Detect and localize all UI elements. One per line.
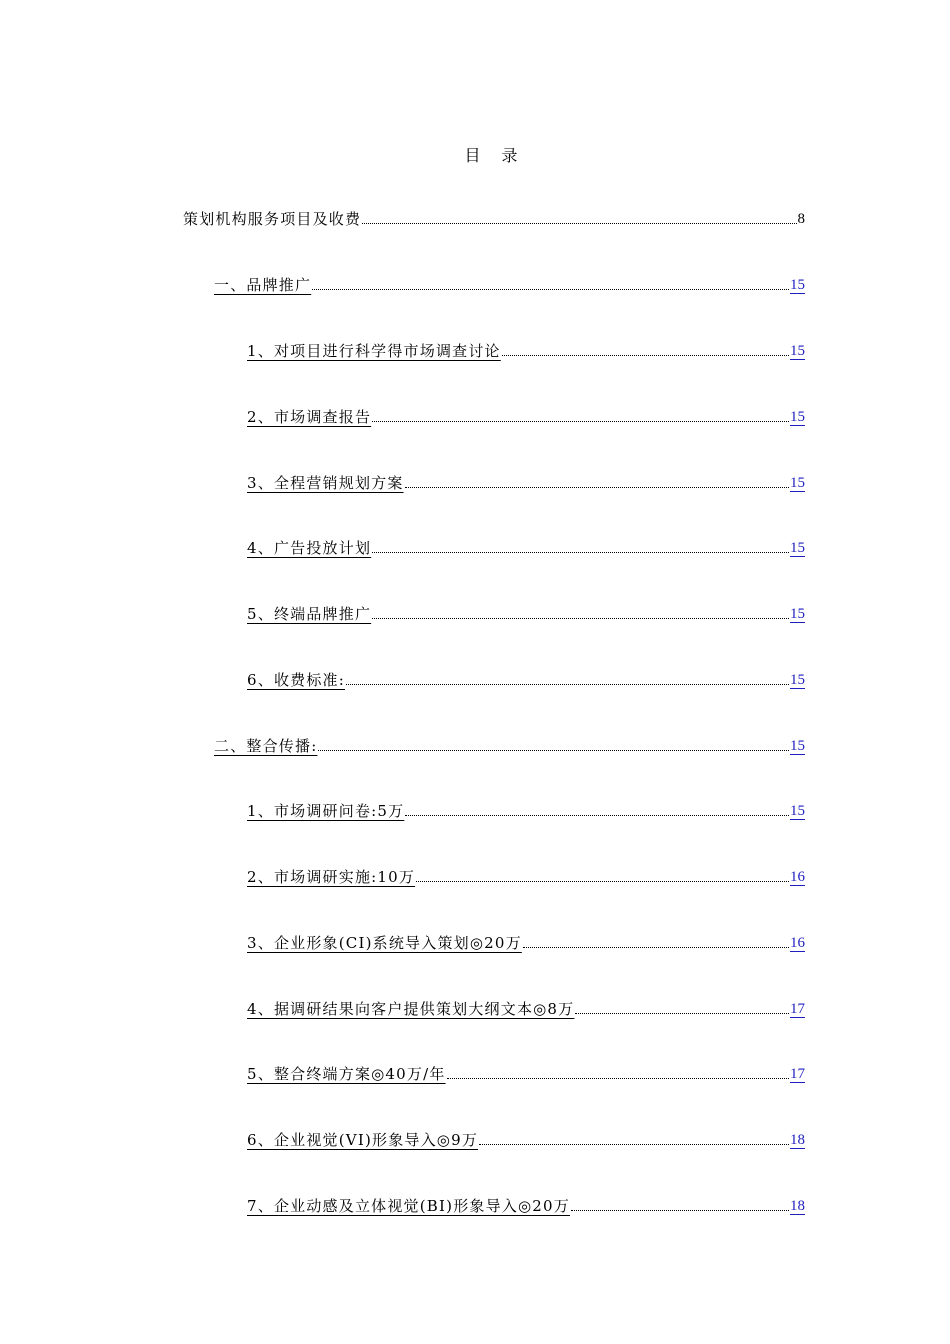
toc-entry-page-number: 18 — [790, 1198, 805, 1214]
toc-entry-fee-standard[interactable] — [247, 669, 805, 691]
toc-entry-page-number: 15 — [790, 277, 805, 293]
toc-entry-label: 3、全程营销规划方案 — [247, 474, 404, 492]
dot-leader — [416, 881, 789, 882]
toc-entry-label: 一、品牌推广 — [214, 276, 312, 294]
toc-entry-integrated-terminal-plan[interactable] — [247, 1063, 805, 1085]
toc-entry-label: 1、市场调研问卷:5万 — [247, 802, 405, 820]
dot-leader — [571, 1210, 789, 1211]
dot-leader — [502, 355, 789, 356]
dot-leader — [447, 1078, 789, 1079]
toc-entry-survey-questionnaire[interactable] — [247, 800, 805, 822]
toc-entry-label: 2、市场调查报告 — [247, 408, 372, 426]
dot-leader — [479, 1144, 789, 1145]
toc-entry-label: 6、收费标准: — [247, 671, 345, 689]
toc-entry-page-number: 18 — [790, 1132, 805, 1148]
toc-entry-label: 4、广告投放计划 — [247, 539, 372, 557]
dot-leader — [362, 223, 796, 224]
toc-entry-label: 5、终端品牌推广 — [247, 605, 372, 623]
toc-entry-page-number: 15 — [790, 540, 805, 556]
toc-entry-label: 二、整合传播: — [214, 737, 318, 755]
toc-entry-page-number: 17 — [790, 1066, 805, 1082]
dot-leader — [575, 1013, 789, 1014]
toc-entry-page-number: 16 — [790, 935, 805, 951]
toc-entry-page-number: 15 — [790, 409, 805, 425]
toc-entry-planning-outline[interactable] — [247, 998, 805, 1020]
dot-leader — [405, 815, 789, 816]
dot-leader — [372, 618, 789, 619]
toc-entry-page-number: 8 — [797, 211, 805, 227]
dot-leader — [312, 289, 789, 290]
toc-entry-page-number: 15 — [790, 606, 805, 622]
toc-entry-label: 策划机构服务项目及收费 — [183, 210, 362, 228]
dot-leader — [346, 684, 789, 685]
toc-entry-ci-system[interactable] — [247, 932, 805, 954]
toc-entry-page-number: 15 — [790, 475, 805, 491]
dot-leader — [372, 552, 789, 553]
toc-entry-integrated-communication[interactable] — [214, 735, 805, 757]
toc-entry-page-number: 17 — [790, 1001, 805, 1017]
toc-entry-label: 6、企业视觉(VI)形象导入◎9万 — [247, 1131, 479, 1149]
toc-entry-label: 7、企业动感及立体视觉(BI)形象导入◎20万 — [247, 1197, 570, 1215]
toc-entry-label: 3、企业形象(CI)系统导入策划◎20万 — [247, 934, 522, 952]
toc-entry-brand-promotion[interactable] — [214, 274, 805, 296]
dot-leader — [372, 421, 789, 422]
toc-entry-label: 1、对项目进行科学得市场调查讨论 — [247, 342, 501, 360]
toc-entry-survey-implementation[interactable] — [247, 866, 805, 888]
toc-entry-vi-image[interactable] — [247, 1129, 805, 1151]
toc-entry-page-number: 15 — [790, 672, 805, 688]
toc-entry-page-number: 15 — [790, 803, 805, 819]
toc-entry-ad-plan[interactable] — [247, 537, 805, 559]
toc-entry-market-research-discussion[interactable] — [247, 340, 805, 362]
dot-leader — [405, 487, 789, 488]
dot-leader — [523, 947, 789, 948]
toc-entry-label: 4、据调研结果向客户提供策划大纲文本◎8万 — [247, 1000, 575, 1018]
toc-entry-page-number: 15 — [790, 738, 805, 754]
toc-entry-page-number: 15 — [790, 343, 805, 359]
toc-entry-service-items-fees[interactable] — [183, 208, 805, 230]
toc-entry-market-research-report[interactable] — [247, 406, 805, 428]
toc-entry-bi-image[interactable] — [247, 1195, 805, 1217]
toc-entry-terminal-brand-promotion[interactable] — [247, 603, 805, 625]
toc-entry-marketing-plan[interactable] — [247, 472, 805, 494]
toc-title: 目 录 — [464, 146, 526, 165]
toc-entry-label: 2、市场调研实施:10万 — [247, 868, 416, 886]
toc-entry-label: 5、整合终端方案◎40万/年 — [247, 1065, 446, 1083]
toc-entry-page-number: 16 — [790, 869, 805, 885]
dot-leader — [318, 750, 789, 751]
